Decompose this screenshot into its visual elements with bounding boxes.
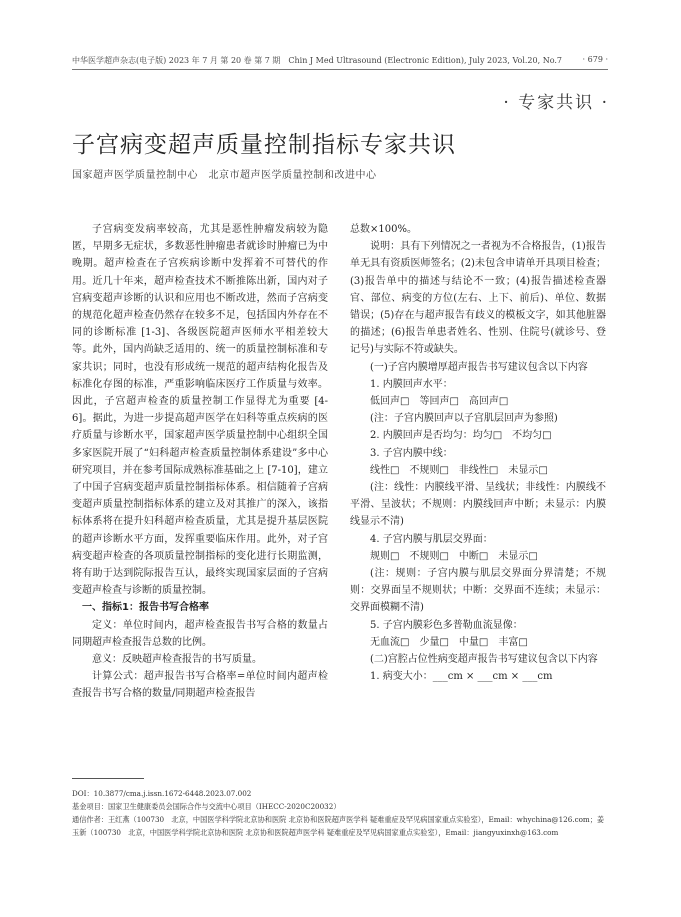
left-column <box>72 221 328 703</box>
paragraph: 规则□ 不规则□ 中断□ 未显示□ <box>370 550 538 562</box>
paragraph: (一)子宫内膜增厚超声报告书写建议包含以下内容 <box>370 361 588 373</box>
paragraph: (二)宫腔占位性病变超声报告书写建议包含以下内容 <box>370 654 598 666</box>
paragraph: 说明：具有下列情况之一者视为不合格报告，(1)报告单无具有资质医师签名；(2)未包含申请单开具项目检查；(3)报告单中的描述与结论不一致；(4)报告描述检查器官、部位、病变的方位(左右、上下、前后)、单位、数据错误；(5)存在与超声报告有歧义的模板文字，如其他脏器的描述；(6)报告单患者姓名、性别、住院号(就诊号、登记号)与实际不符或缺失。 <box>350 241 606 356</box>
paragraph: 5. 子宫内膜彩色多普勒血流显像： <box>370 619 523 631</box>
paragraph: 线性□ 不规则□ 非线性□ 未显示□ <box>370 464 548 476</box>
page-number: · 679 · <box>582 55 608 64</box>
footnote-line: 基金项目：国家卫生健康委员会国际合作与交流中心项目（IHECC-2020C20032） <box>72 802 341 811</box>
paragraph: 无血流□ 少量□ 中量□ 丰富□ <box>370 636 528 648</box>
paragraph: 子宫病变发病率较高，尤其是恶性肿瘤发病较为隐匿，早期多无症状，多数恶性肿瘤患者就诊时肿瘤已为中晚期。超声检查在子宫疾病诊断中发挥着不可替代的作用。近几十年来，超声检查技术不断推陈出新，国内对子宫病变超声诊断的认识和应用也不断改进，然而子宫病变的规范化超声检查仍然存在较多不足，包括国内外存在不同的诊断标准 [1-3]、各级医院超声医师水平相差较大等。此外，国内尚缺乏适用的、统一的质量控制标准和专家共识；同时，也没有形成统一规范的超声结构化报告及标准化存图的标准，严重影响临床医疗工作质量与效率。因此，子宫超声检查的质量控制工作显得尤为重要 [4-6]。据此，为进一步提高超声医学在妇科等重点疾病的医疗质量与诊断水平，国家超声医学质量控制中心组织全国多家医院开展了“妇科超声检查质量控制体系建设”多中心研究项目，并在参考国际成熟标准基础之上 [7-10]，建立了中国子宫病变超声质量控制指标体系。相信随着子宫病变超声质量控制指标体系的建立及对其推广的深入，该指标体系将在提升妇科超声检查质量，尤其是提升基层医院的超声诊断水平方面，发挥重要临床作用。此外，对子宫病变超声检查的各项质量控制指标的变化进行长期监测，将有助于达到院际报告互认，最终实现国家层面的子宫病变超声检查与诊断的质量控制。 <box>72 224 328 597</box>
paragraph: (注：子宫内膜回声以子宫肌层回声为参照) <box>370 413 558 425</box>
footnote-line: 通信作者：王红燕（100730 北京，中国医学科学院北京协和医院 北京协和医院超声医学科 疑难重症及罕见病国家重点实验室），Email：whychina@126.com；姜玉新（100730 北京，中国医学科学院北京协和医院 北京协和医院超声医学科 疑难重症及罕见病国家重点实验室），Email：jiangyuxinxh@163.com <box>72 815 605 837</box>
section-heading: 一、指标1：报告书写合格率 <box>82 602 209 614</box>
section-label: · 专家共识 · <box>503 93 609 113</box>
footnotes <box>72 787 608 839</box>
article-title: 子宫病变超声质量控制指标专家共识 <box>72 132 456 158</box>
paragraph: 2. 内膜回声是否均匀：均匀□ 不均匀□ <box>370 430 552 442</box>
paragraph: (注：线性：内膜线平滑、呈线状；非线性：内膜线不平滑、呈波状；不规则：内膜线回声中断；未显示：内膜线显示不清) <box>350 482 606 528</box>
paragraph: 总数×100%。 <box>350 224 417 235</box>
paragraph: 1. 病变大小：___cm × ___cm × ___cm <box>370 671 553 683</box>
running-header <box>72 55 608 70</box>
journal-citation: 中华医学超声杂志(电子版) 2023 年 7 月 第 20 卷 第 7 期 Chin J Med Ultrasound (Electronic Edition), July 2023, Vol.20, No.7 <box>72 56 563 65</box>
paragraph: 意义：反映超声检查报告的书写质量。 <box>92 654 262 666</box>
paragraph: (注：规则：子宫内膜与肌层交界面分界清楚；不规则：交界面呈不规则状；中断：交界面不连续；未显示：交界面模糊不清) <box>350 568 606 614</box>
paragraph: 低回声□ 等回声□ 高回声□ <box>370 396 509 408</box>
paragraph: 3. 子宫内膜中线： <box>370 447 453 459</box>
author-affiliations: 国家超声医学质量控制中心 北京市超声医学质量控制和改进中心 <box>72 170 377 181</box>
footnote-divider <box>72 778 144 779</box>
right-column <box>350 221 606 685</box>
footnote-line: DOI：10.3877/cma.j.issn.1672-6448.2023.07.002 <box>72 789 252 798</box>
paragraph: 定义：单位时间内，超声检查报告书写合格的数量占同期超声检查报告总数的比例。 <box>72 619 328 648</box>
paragraph: 1. 内膜回声水平： <box>370 378 453 390</box>
paragraph: 计算公式：超声报告书写合格率=单位时间内超声检查报告书写合格的数量/同期超声检查报告 <box>72 671 328 700</box>
paragraph: 4. 子宫内膜与肌层交界面： <box>370 533 493 545</box>
